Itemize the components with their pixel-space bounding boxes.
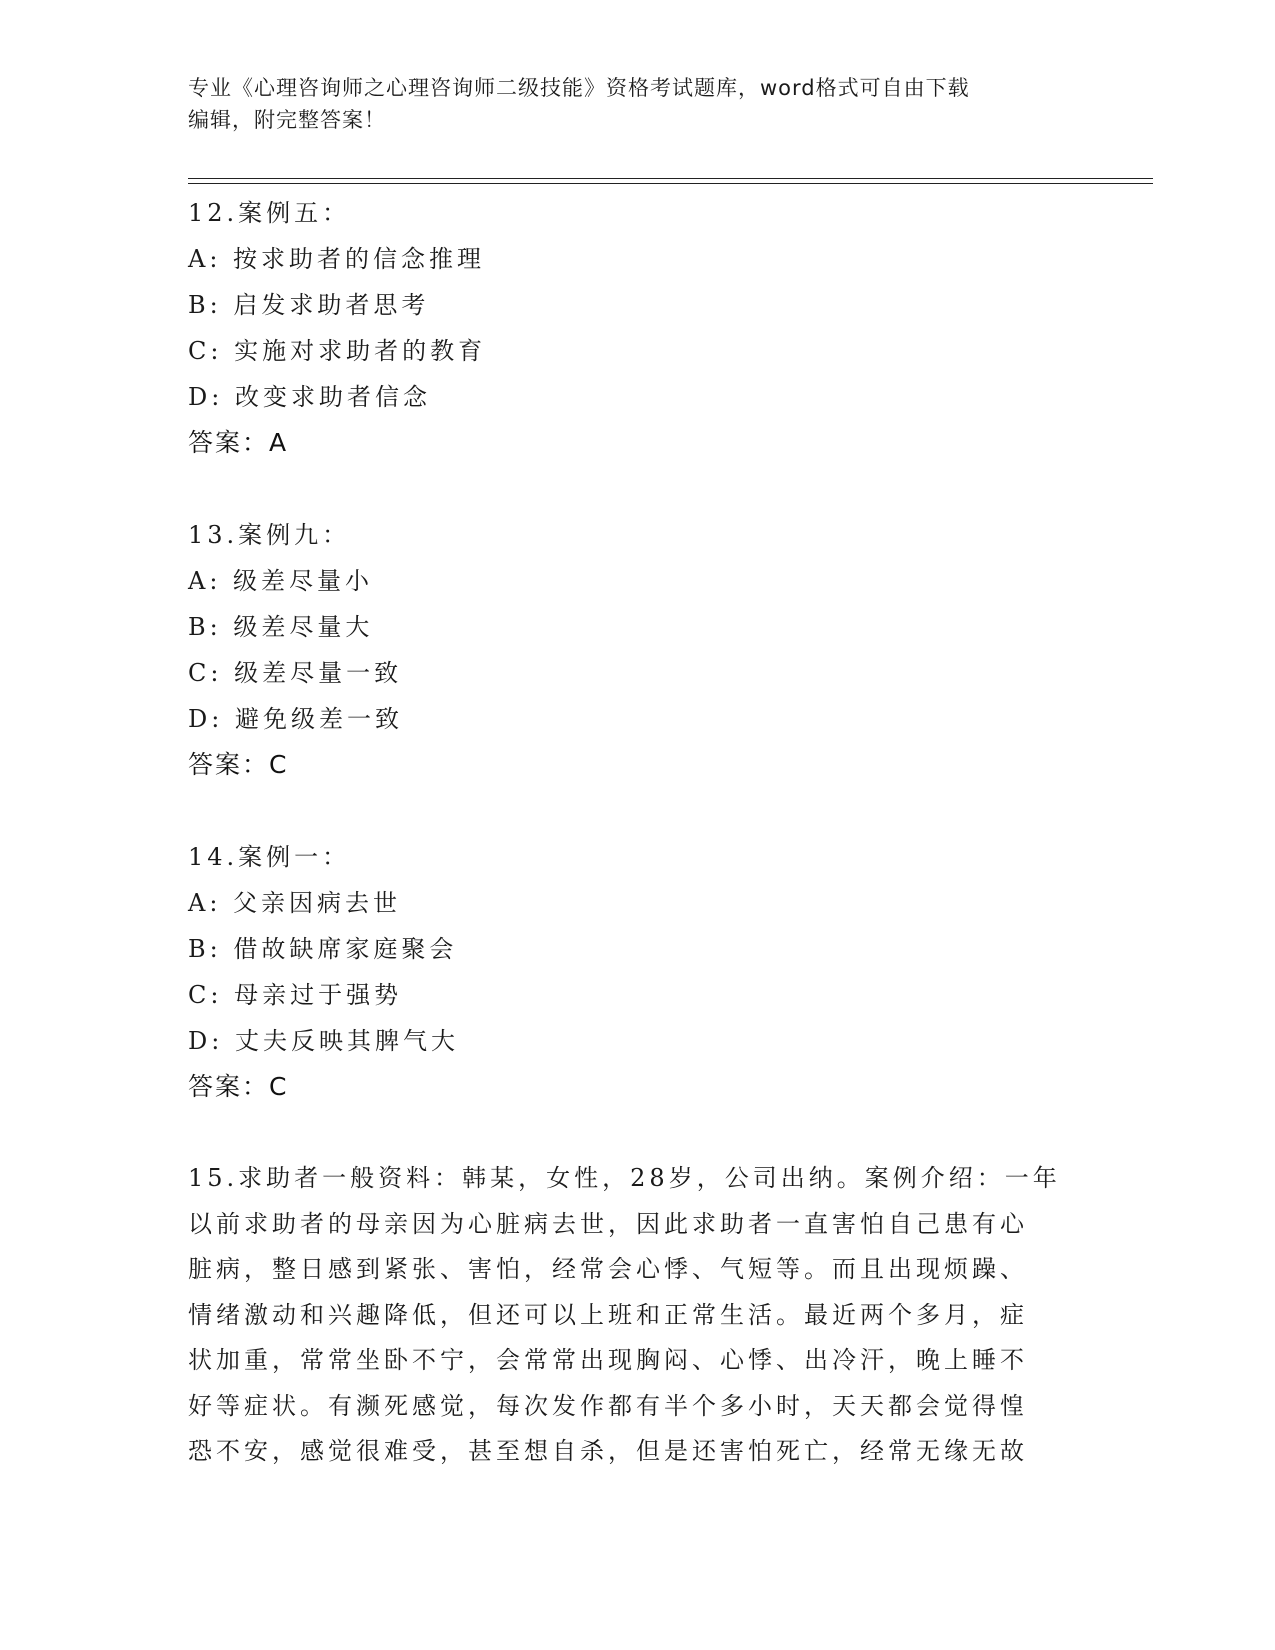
- option-b: B: 级差尽量大: [188, 613, 374, 641]
- option-c: C: 级差尽量一致: [188, 659, 403, 687]
- option-c: C: 实施对求助者的教育: [188, 337, 487, 365]
- option-d: D: 避免级差一致: [188, 705, 403, 733]
- header-line-2: 编辑，附完整答案！: [188, 108, 386, 132]
- question-15: [188, 1156, 1088, 1475]
- document-header: [188, 72, 1088, 136]
- question-15-line: 好等症状。有濒死感觉，每次发作都有半个多小时，天天都会觉得惶: [188, 1391, 1028, 1420]
- header-divider-bottom: [188, 183, 1153, 184]
- question-13: [188, 512, 1088, 788]
- question-stem: 12.案例五：: [188, 199, 351, 227]
- question-stem: 13.案例九：: [188, 521, 351, 549]
- header-line-1: 专业《心理咨询师之心理咨询师二级技能》资格考试题库，word格式可自由下载: [188, 76, 970, 100]
- spacer: [188, 788, 1088, 834]
- option-a: A: 级差尽量小: [188, 567, 374, 595]
- option-a: A: 按求助者的信念推理: [188, 245, 486, 273]
- option-b: B: 启发求助者思考: [188, 291, 430, 319]
- option-d: D: 改变求助者信念: [188, 383, 431, 411]
- answer-line: 答案：C: [188, 1072, 289, 1101]
- option-b: B: 借故缺席家庭聚会: [188, 935, 458, 963]
- question-14: [188, 834, 1088, 1110]
- question-list: [188, 190, 1088, 1475]
- spacer: [188, 1110, 1088, 1156]
- question-15-line: 脏病，整日感到紧张、害怕，经常会心悸、气短等。而且出现烦躁、: [188, 1255, 1028, 1283]
- question-15-line: 以前求助者的母亲因为心脏病去世，因此求助者一直害怕自己患有心: [188, 1209, 1028, 1238]
- question-15-line: 15.求助者一般资料：韩某，女性，28岁，公司出纳。案例介绍：一年: [188, 1164, 1061, 1192]
- spacer: [188, 466, 1088, 512]
- option-d: D: 丈夫反映其脾气大: [188, 1027, 459, 1055]
- answer-line: 答案：A: [188, 428, 289, 457]
- question-15-line: 情绪激动和兴趣降低，但还可以上班和正常生活。最近两个多月，症: [188, 1300, 1028, 1329]
- header-divider-top: [188, 178, 1153, 179]
- answer-line: 答案：C: [188, 750, 289, 779]
- option-a: A: 父亲因病去世: [188, 889, 402, 917]
- option-c: C: 母亲过于强势: [188, 981, 403, 1009]
- question-12: [188, 190, 1088, 466]
- question-stem: 14.案例一：: [188, 843, 351, 871]
- question-15-line: 恐不安，感觉很难受，甚至想自杀，但是还害怕死亡，经常无缘无故: [188, 1437, 1028, 1465]
- question-15-line: 状加重，常常坐卧不宁，会常常出现胸闷、心悸、出冷汗，晚上睡不: [188, 1346, 1028, 1374]
